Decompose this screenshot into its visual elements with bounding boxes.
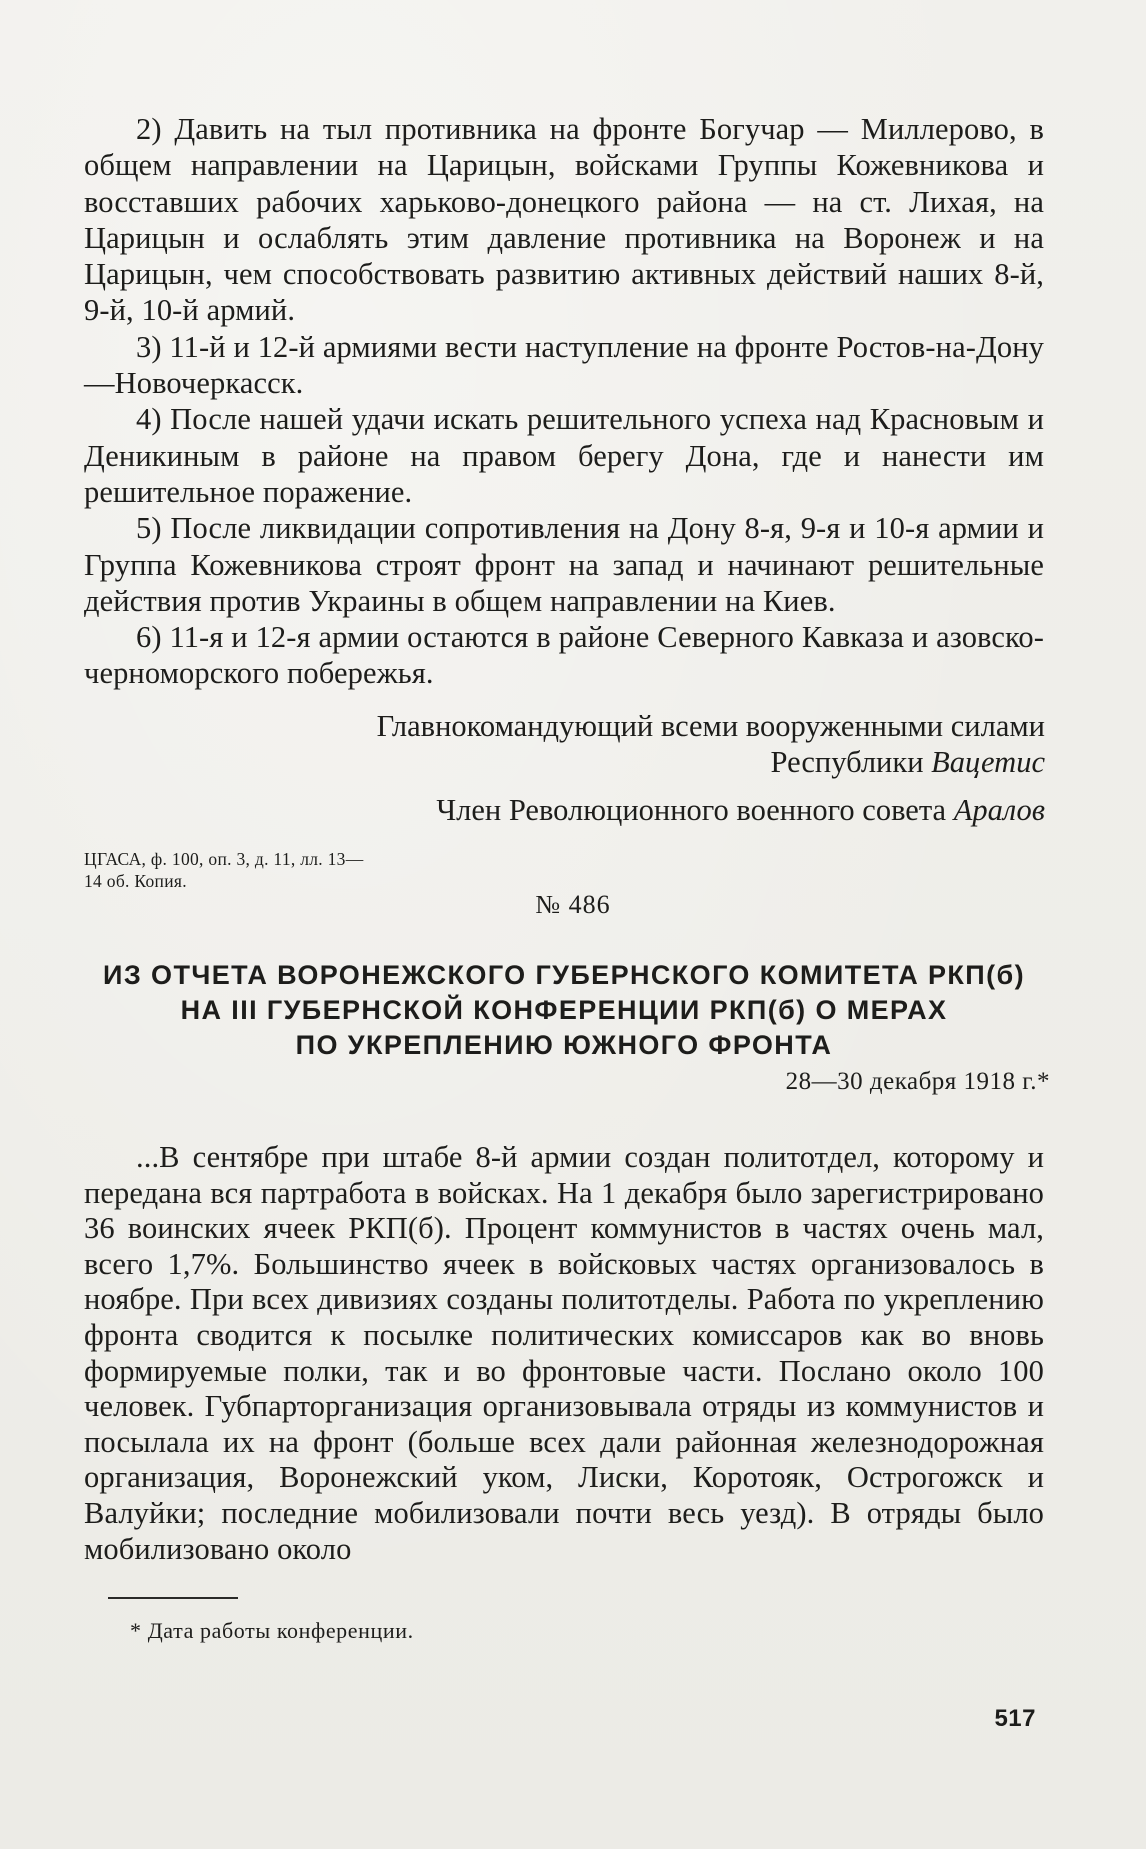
- council-signature: [436, 792, 1045, 828]
- directive-item-2: 2) Давить на тыл противника на фронте Богучар — Миллерово, в общем направлении на Царицын, войсками Группы Кожевникова и восставших рабочих харьково-донецкого района — на ст. Лихая, на Царицын и ослаблять этим давление противника на Воронеж и на Царицын, чем способствовать развитию активных действий наших 8-й, 9-й, 10-й армий.: [84, 112, 1044, 328]
- directive-item-3: 3) 11-й и 12-й армиями вести наступление на фронте Ростов-на-Дону—Новочеркасск.: [84, 329, 1044, 401]
- archive-reference-line1: ЦГАСА, ф. 100, оп. 3, д. 11, лл. 13—: [84, 849, 364, 869]
- document-date: 28—30 декабря 1918 г.*: [785, 1068, 1050, 1095]
- directive-item-4: 4) После нашей удачи искать решительного успеха над Красновым и Деникиным в районе на правом берегу Дона, где и нанести им решительное поражение.: [84, 402, 1044, 509]
- commander-signature-line1: Главнокомандующий всеми вооруженными силами: [376, 709, 1045, 743]
- document-title-line3: ПО УКРЕПЛЕНИЮ ЮЖНОГО ФРОНТА: [295, 1030, 833, 1060]
- footnote-divider: [108, 1597, 238, 1599]
- report-text: [84, 1140, 1044, 1567]
- page-number: 517: [994, 1705, 1036, 1732]
- council-member-title: Член Революционного военного совета: [436, 793, 947, 827]
- document-title-line2: НА III ГУБЕРНСКОЙ КОНФЕРЕНЦИИ РКП(б) О МЕРАХ: [180, 995, 948, 1025]
- document-title: [84, 958, 1044, 1063]
- archive-reference: [84, 848, 504, 892]
- directive-text: [84, 111, 1044, 692]
- footnote: * Дата работы конференции.: [130, 1618, 414, 1643]
- commander-title-end: Республики: [770, 745, 924, 779]
- council-member-name: Аралов: [953, 793, 1045, 827]
- document-number: № 486: [535, 890, 611, 919]
- document-title-line1: ИЗ ОТЧЕТА ВОРОНЕЖСКОГО ГУБЕРНСКОГО КОМИТЕТА РКП(б): [103, 960, 1025, 990]
- commander-signature-line2: [771, 744, 1045, 780]
- directive-item-6: 6) 11-я и 12-я армии остаются в районе Северного Кавказа и азовско-черноморского побережья.: [84, 620, 1044, 691]
- report-paragraph: ...В сентябре при штабе 8-й армии создан политотдел, которому и передана вся партработа в войсках. На 1 декабря было зарегистрировано 36 воинских ячеек РКП(б). Процент коммунистов в частях очень мал, всего 1,7%. Большинство ячеек в войсковых частях организовалось в ноябре. При всех дивизиях созданы политотделы. Работа по укреплению фронта сводится к посылке политических комиссаров как во вновь формируемые полки, так и во фронтовые части. Послано около 100 человек. Губпарторганизация организовывала отряды из коммунистов и посылала их на фронт (больше всех дали районная железнодорожная организация, Воронежский уком, Лиски, Коротояк, Острогожск и Валуйки; последние мобилизовали почти весь уезд). В отряды было мобилизовано около: [84, 1140, 1044, 1566]
- commander-name: Вацетис: [931, 745, 1045, 779]
- archive-reference-line2: 14 об. Копия.: [84, 871, 187, 891]
- directive-item-5: 5) После ликвидации сопротивления на Дону 8-я, 9-я и 10-я армии и Группа Кожевникова строят фронт на запад и начинают решительные действия против Украины в общем направлении на Киев.: [84, 511, 1044, 618]
